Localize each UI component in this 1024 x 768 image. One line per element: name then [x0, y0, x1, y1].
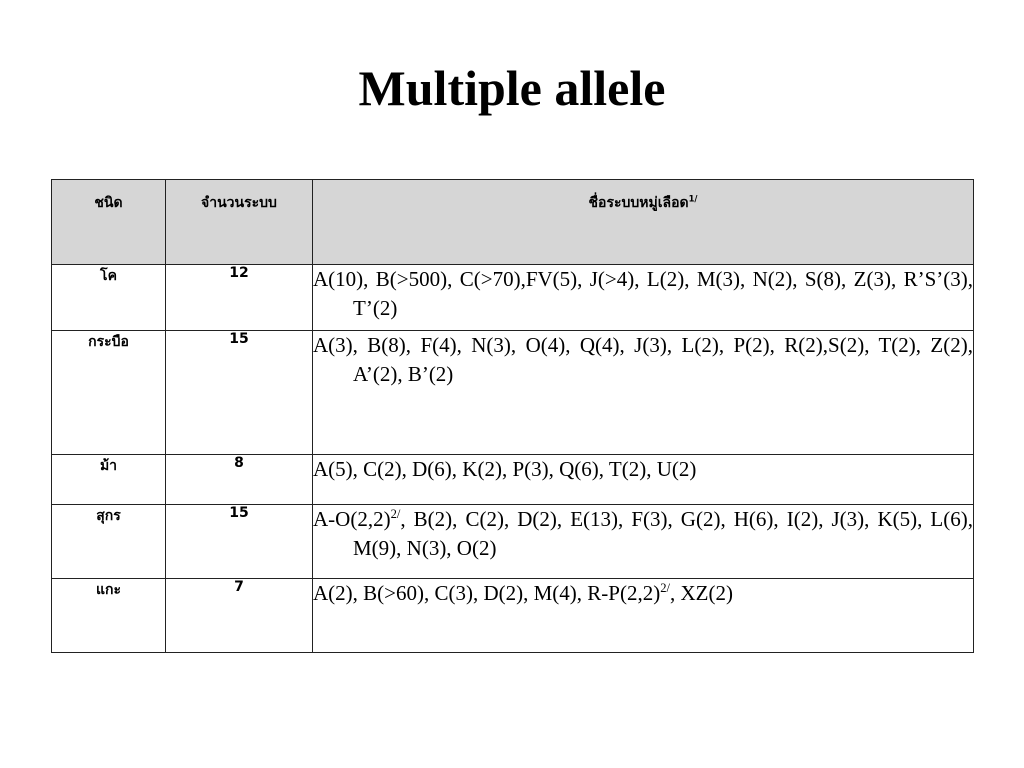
systems-cell [313, 331, 974, 455]
systems-cell [313, 455, 974, 505]
systems-text-pre: A(2), B(>60), C(3), D(2), M(4), R-P(2,2) [313, 581, 661, 605]
header-systems [313, 180, 974, 265]
systems-text [313, 579, 973, 608]
systems-text-post: , XZ(2) [670, 581, 733, 605]
systems-cell [313, 265, 974, 331]
species-cell: สุกร [52, 505, 166, 579]
count-cell: 7 [166, 579, 313, 653]
header-species [52, 180, 166, 265]
systems-cell [313, 579, 974, 653]
systems-text: A(3), B(8), F(4), N(3), O(4), Q(4), J(3), L(2), P(2), R(2),S(2), T(2), Z(2), A’(2), B’(2) [313, 333, 973, 386]
count-cell: 8 [166, 455, 313, 505]
systems-text-post: , B(2), C(2), D(2), E(13), F(3), G(2), H(6), I(2), J(3), K(5), L(6), M(9), N(3), O(2) [353, 507, 973, 560]
species-cell: โค [52, 265, 166, 331]
header-count [166, 180, 313, 265]
blood-group-table [51, 179, 974, 653]
table-row [52, 579, 974, 653]
count-cell: 15 [166, 505, 313, 579]
header-count-label: จำนวนระบบ [201, 195, 277, 211]
table-row [52, 505, 974, 579]
systems-text: A(10), B(>500), C(>70),FV(5), J(>4), L(2), M(3), N(2), S(8), Z(3), R’S’(3), T’(2) [313, 267, 973, 320]
footnote-mark: 2/ [660, 581, 671, 595]
species-cell: กระบือ [52, 331, 166, 455]
table-header-row [52, 180, 974, 265]
species-cell: แกะ [52, 579, 166, 653]
slide-title: Multiple allele [358, 60, 666, 116]
systems-cell [313, 505, 974, 579]
header-footnote-mark: 1/ [688, 193, 698, 204]
table-row [52, 455, 974, 505]
systems-text-pre: A-O(2,2) [313, 507, 391, 531]
species-cell: ม้า [52, 455, 166, 505]
header-species-label: ชนิด [94, 195, 123, 211]
count-cell: 15 [166, 331, 313, 455]
table-row [52, 265, 974, 331]
footnote-mark: 2/ [390, 507, 401, 521]
systems-text [313, 505, 973, 563]
count-cell: 12 [166, 265, 313, 331]
header-systems-label: ชื่อระบบหมู่เลือด [588, 195, 689, 211]
systems-text: A(5), C(2), D(6), K(2), P(3), Q(6), T(2), U(2) [313, 457, 697, 481]
table-row [52, 331, 974, 455]
